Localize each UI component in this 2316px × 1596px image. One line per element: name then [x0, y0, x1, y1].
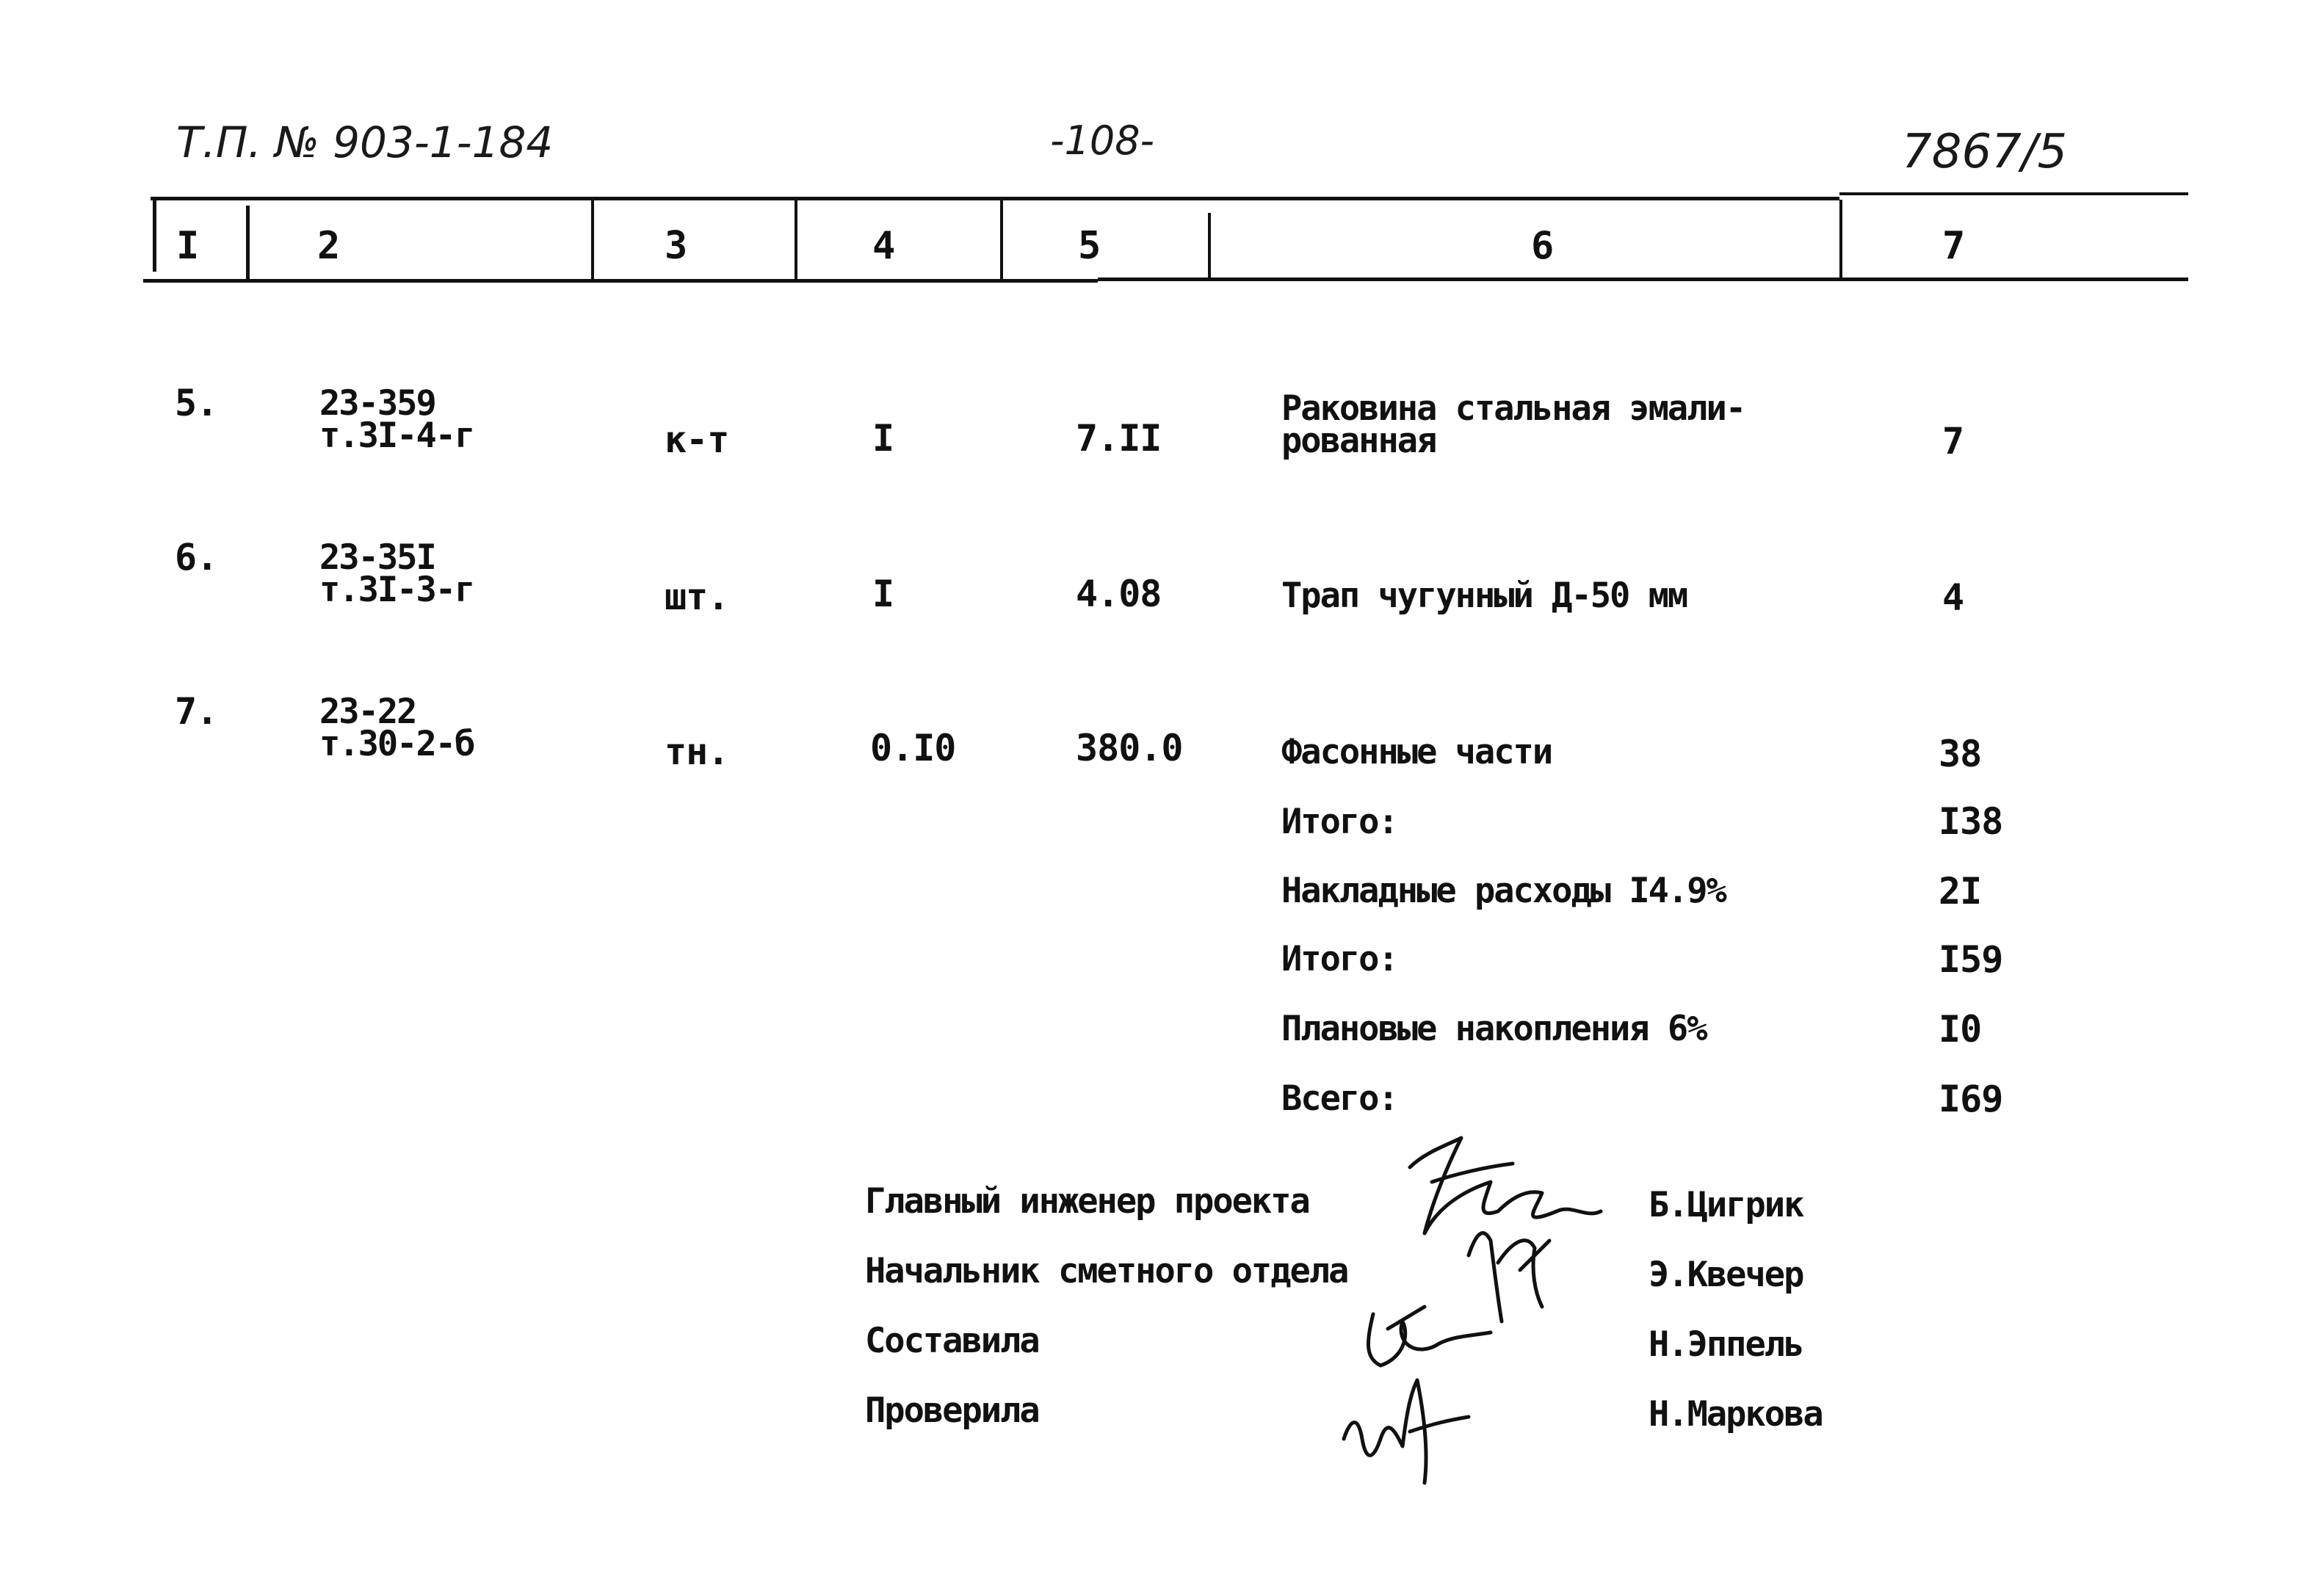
col-divider-3 [795, 200, 797, 279]
col-header-6: 6 [1531, 224, 1555, 268]
signature-name-compiled: Н.Эппель [1649, 1324, 1803, 1365]
summary-grand-total-value: I69 [1939, 1078, 2003, 1120]
row-6-qty: I [872, 573, 894, 615]
row-7-price: 380.0 [1076, 727, 1183, 769]
row-5-unit: к-т [665, 418, 729, 461]
row-6-code-line1: 23-35I [319, 537, 435, 578]
signature-role-checked: Проверила [865, 1390, 1039, 1431]
row-6-code [319, 537, 474, 610]
col-divider-5 [1208, 213, 1211, 279]
row-5-name [1281, 388, 1745, 461]
signature-role-chief-engineer: Главный инженер проекта [865, 1181, 1309, 1222]
col-divider-1 [246, 206, 250, 279]
signature-scribble-4 [1344, 1380, 1469, 1483]
row-6-num: 6. [175, 536, 218, 578]
signature-role-head-estimates: Начальник сметного отдела [865, 1251, 1348, 1291]
row-7-unit: тн. [665, 730, 729, 773]
row-6-price: 4.08 [1076, 573, 1162, 615]
signature-name-checked: Н.Маркова [1649, 1394, 1823, 1434]
summary-planned-label: Плановые накопления 6% [1281, 1009, 1707, 1049]
row-6-name: Трап чугунный Д-50 мм [1281, 576, 1687, 616]
col-divider-4 [1000, 200, 1003, 279]
signature-scribble-3 [1368, 1314, 1491, 1365]
row-7-code [319, 692, 474, 764]
row-6-unit: шт. [665, 576, 729, 618]
sheet-code: 7867/5 [1902, 125, 2068, 179]
row-5-price: 7.II [1076, 417, 1162, 460]
col-divider-0 [153, 198, 156, 272]
row-6-total: 4 [1942, 576, 1964, 619]
signature-role-compiled: Составила [865, 1321, 1039, 1361]
signature-scribble-1 [1410, 1138, 1601, 1233]
header-bottom-rule [143, 279, 1098, 283]
header-top-rule [151, 197, 1839, 200]
row-5-qty: I [872, 417, 894, 460]
col-header-1: I [176, 224, 200, 268]
col-header-4: 4 [872, 224, 896, 268]
col-header-2: 2 [317, 224, 341, 268]
signature-name-head-estimates: Э.Квечер [1649, 1255, 1803, 1295]
col-header-7: 7 [1942, 224, 1966, 268]
row-6-code-line2: т.3I-3-г [319, 570, 474, 610]
page-number: -108- [1050, 117, 1155, 164]
row-5-total: 7 [1942, 420, 1964, 463]
row-5-name-line2: рованная [1281, 421, 1436, 461]
summary-overhead-label: Накладные расходы I4.9% [1281, 871, 1726, 911]
summary-subtotal-2-value: I59 [1939, 938, 2003, 981]
summary-subtotal-1-label: Итого: [1281, 802, 1397, 842]
col-header-3: 3 [665, 224, 688, 268]
row-7-qty: 0.I0 [870, 727, 956, 769]
row-7-num: 7. [175, 690, 218, 733]
header-top-rule-right [1839, 192, 2188, 195]
row-5-code-line2: т.3I-4-г [319, 416, 474, 456]
col-divider-2 [591, 200, 594, 279]
col-header-5: 5 [1078, 224, 1101, 268]
row-7-total: 38 [1939, 733, 1982, 775]
header-bottom-rule-right [1098, 278, 2188, 281]
row-7-name: Фасонные части [1281, 732, 1552, 772]
signature-scribble-2 [1469, 1233, 1549, 1321]
row-5-code [319, 383, 474, 456]
handwritten-signatures [1322, 1123, 1660, 1490]
col-divider-6 [1839, 200, 1842, 279]
row-5-name-line1: Раковина стальная эмали- [1281, 388, 1745, 429]
summary-subtotal-2-label: Итого: [1281, 939, 1397, 979]
summary-planned-value: I0 [1939, 1008, 1982, 1051]
project-code: Т.П. № 903-1-184 [176, 117, 554, 167]
signature-name-chief-engineer: Б.Цигрик [1649, 1185, 1803, 1225]
row-5-num: 5. [175, 382, 218, 424]
row-5-code-line1: 23-359 [319, 383, 435, 424]
row-7-code-line1: 23-22 [319, 692, 416, 732]
summary-grand-total-label: Всего: [1281, 1078, 1397, 1119]
row-7-code-line2: т.30-2-б [319, 724, 474, 764]
summary-overhead-value: 2I [1939, 870, 1982, 913]
summary-subtotal-1-value: I38 [1939, 800, 2003, 843]
